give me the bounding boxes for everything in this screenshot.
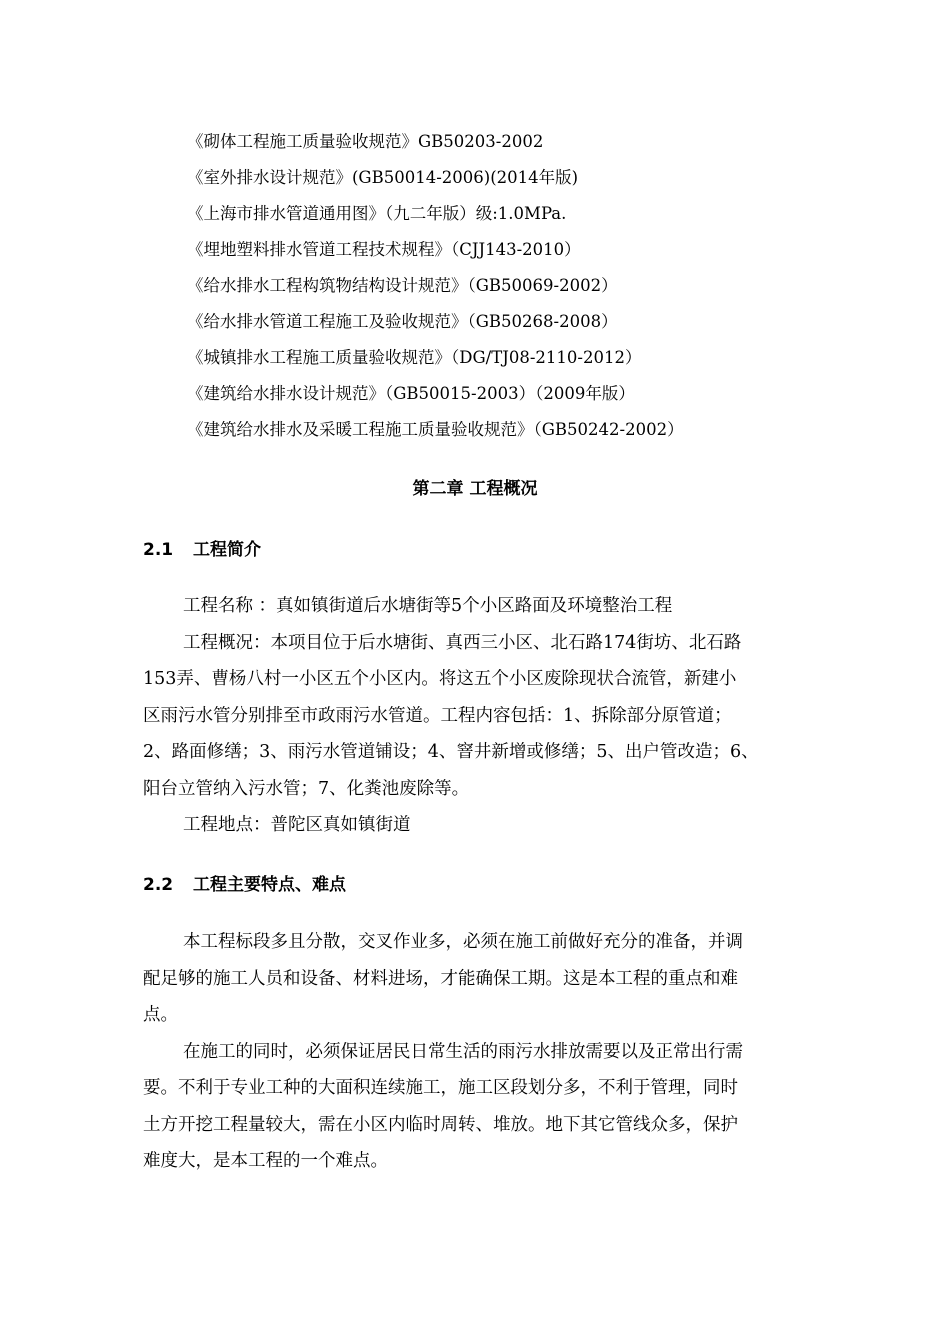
paragraph-line: 工程名称 ：真如镇街道后水塘街等5个小区路面及环境整治工程 (183, 596, 673, 616)
reference-item: 《给水排水工程构筑物结构设计规范》（GB50069-2002） (187, 276, 618, 295)
paragraph-line: 配足够的施工人员和设备、材料进场，才能确保工期。这是本工程的重点和难 (143, 968, 738, 989)
paragraph-line: 难度大，是本工程的一个难点。 (143, 1151, 388, 1171)
section-title: 工程简介 (193, 540, 261, 560)
reference-item: 《砌体工程施工质量验收规范》GB50203-2002 (187, 132, 544, 151)
reference-item: 《上海市排水管道通用图》（九二年版）级:1.0MPa. (187, 204, 567, 223)
paragraph-line: 2、路面修缮；3、雨污水管道铺设；4、窨井新增或修缮；5、出户管改造；6、 (143, 742, 759, 762)
paragraph-line: 点。 (143, 1005, 178, 1025)
section-title: 工程主要特点、难点 (193, 875, 346, 895)
section-2-2-body (143, 924, 803, 1180)
reference-item: 《埋地塑料排水管道工程技术规程》（CJJ143-2010） (187, 240, 581, 259)
reference-item: 《城镇排水工程施工质量验收规范》（DG/TJ08-2110-2012） (187, 348, 642, 367)
section-2-1-body (143, 588, 803, 844)
paragraph-line: 工程地点：普陀区真如镇街道 (183, 815, 411, 835)
paragraph-line: 工程概况：本项目位于后水塘街、真西三小区、北石路174街坊、北石路 (183, 632, 742, 653)
reference-item: 《给水排水管道工程施工及验收规范》（GB50268-2008） (187, 312, 618, 331)
reference-item: 《室外排水设计规范》(GB50014-2006)(2014年版) (187, 168, 579, 187)
paragraph-line: 在施工的同时，必须保证居民日常生活的雨污水排放需要以及正常出行需 (183, 1041, 743, 1062)
section-number: 2.1 (143, 540, 174, 560)
paragraph-line: 区雨污水管分别排至市政雨污水管道。工程内容包括：1、拆除部分原管道； (143, 705, 732, 726)
paragraph-line: 要。不利于专业工种的大面积连续施工，施工区段划分多，不利于管理，同时 (143, 1078, 738, 1098)
reference-item: 《建筑给水排水设计规范》（GB50015-2003）（2009年版） (187, 384, 635, 403)
paragraph-line: 土方开挖工程量较大，需在小区内临时周转、堆放。地下其它管线众多，保护 (143, 1114, 738, 1135)
paragraph-line: 阳台立管纳入污水管；7、化粪池废除等。 (143, 778, 470, 799)
reference-item: 《建筑给水排水及采暖工程施工质量验收规范》（GB50242-2002） (187, 420, 684, 439)
paragraph-line: 本工程标段多且分散，交叉作业多，必须在施工前做好充分的准备，并调 (183, 932, 743, 952)
chapter-title: 第二章 工程概况 (412, 479, 538, 499)
reference-list (187, 124, 684, 448)
section-heading-2-2 (143, 870, 346, 900)
section-heading-2-1 (143, 535, 261, 565)
paragraph-line: 153弄、曹杨八村一小区五个小区内。将这五个小区废除现状合流管，新建小 (143, 669, 737, 689)
section-number: 2.2 (143, 875, 174, 895)
